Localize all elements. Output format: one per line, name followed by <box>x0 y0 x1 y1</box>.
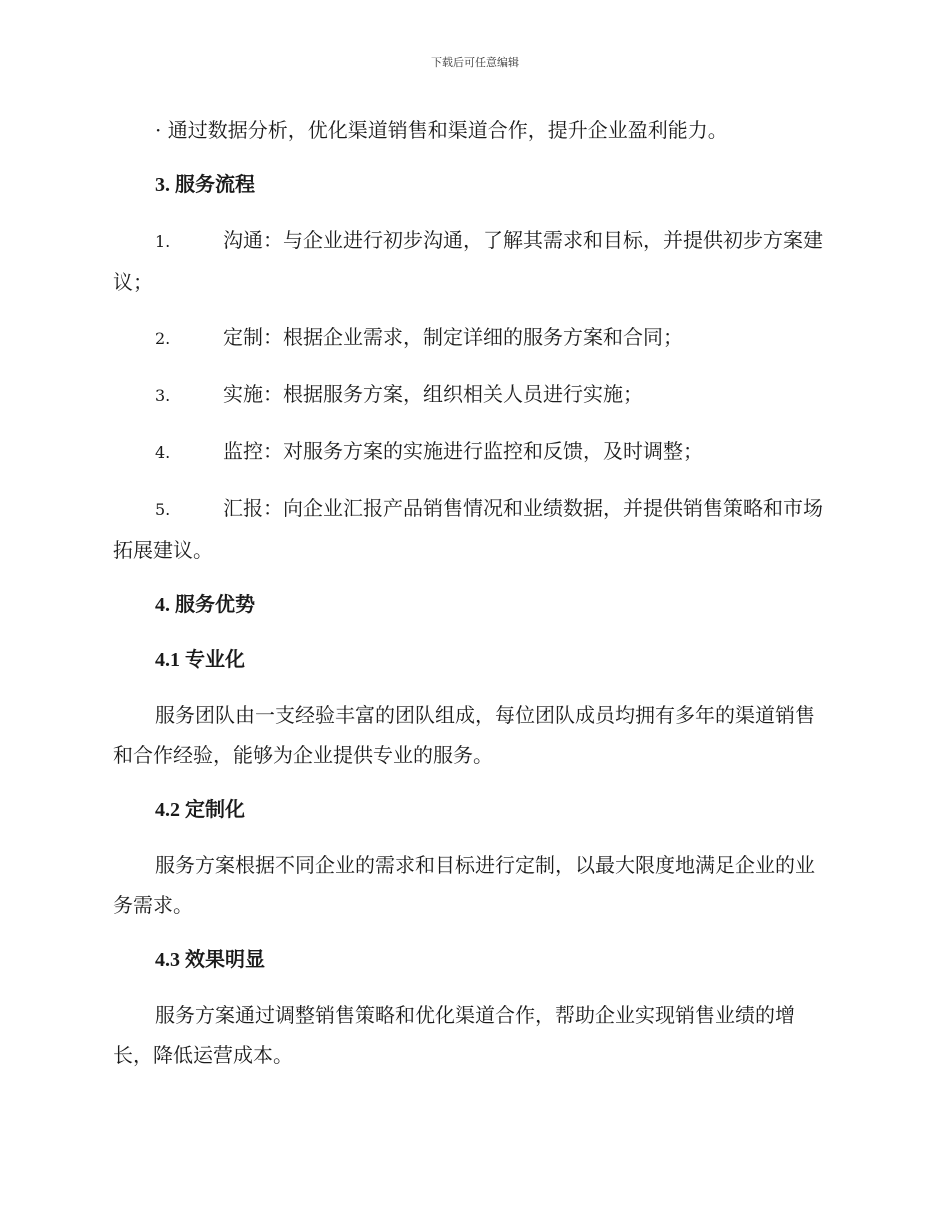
document-body <box>113 110 833 1090</box>
section-3-heading: 3. 服务流程 <box>155 174 255 196</box>
step-text: 汇报：向企业汇报产品销售情况和业绩数据，并提供销售策略和市场拓展建议。 <box>113 496 823 562</box>
process-step-2 <box>113 317 833 359</box>
process-step-3 <box>113 374 833 416</box>
section-4-heading: 4. 服务优势 <box>155 594 255 616</box>
subsection-4-2-body: 服务方案根据不同企业的需求和目标进行定制，以最大限度地满足企业的业务需求。 <box>113 853 815 917</box>
subsection-4-2-heading: 4.2 定制化 <box>155 799 245 821</box>
subsection-4-1-heading: 4.1 专业化 <box>155 649 245 671</box>
step-number: 2. <box>155 329 171 348</box>
step-number: 4. <box>155 443 171 462</box>
step-number: 5. <box>155 500 171 519</box>
intro-bullet-paragraph: · 通过数据分析，优化渠道销售和渠道合作，提升企业盈利能力。 <box>155 118 728 142</box>
subsection-4-3-heading: 4.3 效果明显 <box>155 949 265 971</box>
page-header: 下载后可任意编辑 <box>431 56 519 69</box>
subsection-4-3-body: 服务方案通过调整销售策略和优化渠道合作，帮助企业实现销售业绩的增长，降低运营成本。 <box>113 1003 795 1067</box>
subsection-4-1-body: 服务团队由一支经验丰富的团队组成，每位团队成员均拥有多年的渠道销售和合作经验，能够为企业提供专业的服务。 <box>113 703 815 767</box>
step-text: 实施：根据服务方案，组织相关人员进行实施； <box>223 382 643 406</box>
step-number: 1. <box>155 232 171 251</box>
process-step-5 <box>113 488 833 570</box>
process-step-4 <box>113 431 833 473</box>
step-text: 沟通：与企业进行初步沟通，了解其需求和目标，并提供初步方案建议； <box>113 228 823 294</box>
process-step-1 <box>113 220 833 302</box>
step-text: 定制：根据企业需求，制定详细的服务方案和合同； <box>223 325 683 349</box>
step-number: 3. <box>155 386 171 405</box>
step-text: 监控：对服务方案的实施进行监控和反馈，及时调整； <box>223 439 703 463</box>
